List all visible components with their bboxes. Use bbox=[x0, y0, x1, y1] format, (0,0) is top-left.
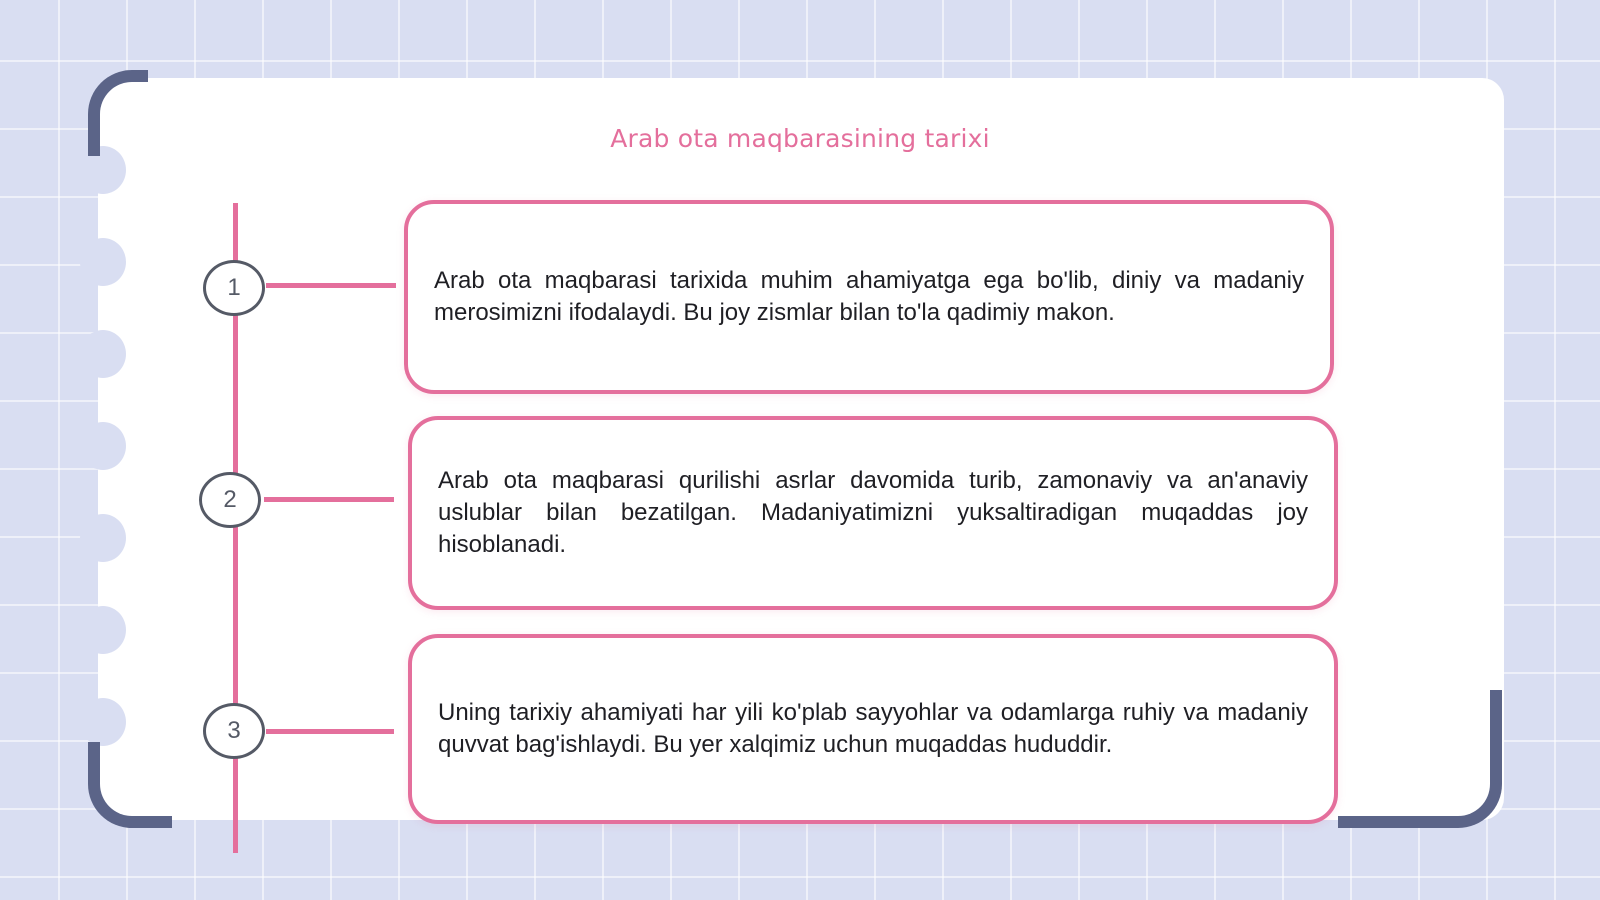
scallop-edge bbox=[80, 422, 126, 470]
slide-title: Arab ota maqbarasining tarixi bbox=[610, 124, 990, 153]
connector-1 bbox=[266, 283, 396, 288]
step-3-circle: 3 bbox=[203, 703, 265, 759]
step-2-text: Arab ota maqbarasi qurilishi asrlar davomida turib, zamonaviy va an'anaviy uslublar bilan bezatilgan. Madaniyatimizni yuksaltiradigan muqaddas joy hisoblanadi. bbox=[438, 467, 1308, 558]
step-1-text: Arab ota maqbarasi tarixida muhim ahamiyatga ega bo'lib, diniy va madaniy merosimizni ifodalaydi. Bu joy zismlar bilan to'la qadimiy makon. bbox=[434, 267, 1304, 326]
connector-2 bbox=[264, 497, 394, 502]
connector-3 bbox=[266, 729, 394, 734]
scallop-edge bbox=[80, 514, 126, 562]
scallop-edge bbox=[80, 238, 126, 286]
corner-bracket-bottom-right bbox=[1338, 690, 1502, 828]
scallop-edge bbox=[80, 606, 126, 654]
scallop-edge bbox=[80, 330, 126, 378]
step-1-box bbox=[404, 200, 1334, 394]
step-3-text: Uning tarixiy ahamiyati har yili ko'plab sayyohlar va odamlarga ruhiy va madaniy quvvat bag'ishlaydi. Bu yer xalqimiz uchun muqaddas hududdir. bbox=[438, 699, 1308, 758]
corner-bracket-bottom-left bbox=[88, 742, 172, 828]
step-2-circle: 2 bbox=[199, 472, 261, 528]
step-2-box bbox=[408, 416, 1338, 610]
scallop-edge bbox=[80, 698, 126, 746]
step-1-circle: 1 bbox=[203, 260, 265, 316]
step-3-box bbox=[408, 634, 1338, 824]
